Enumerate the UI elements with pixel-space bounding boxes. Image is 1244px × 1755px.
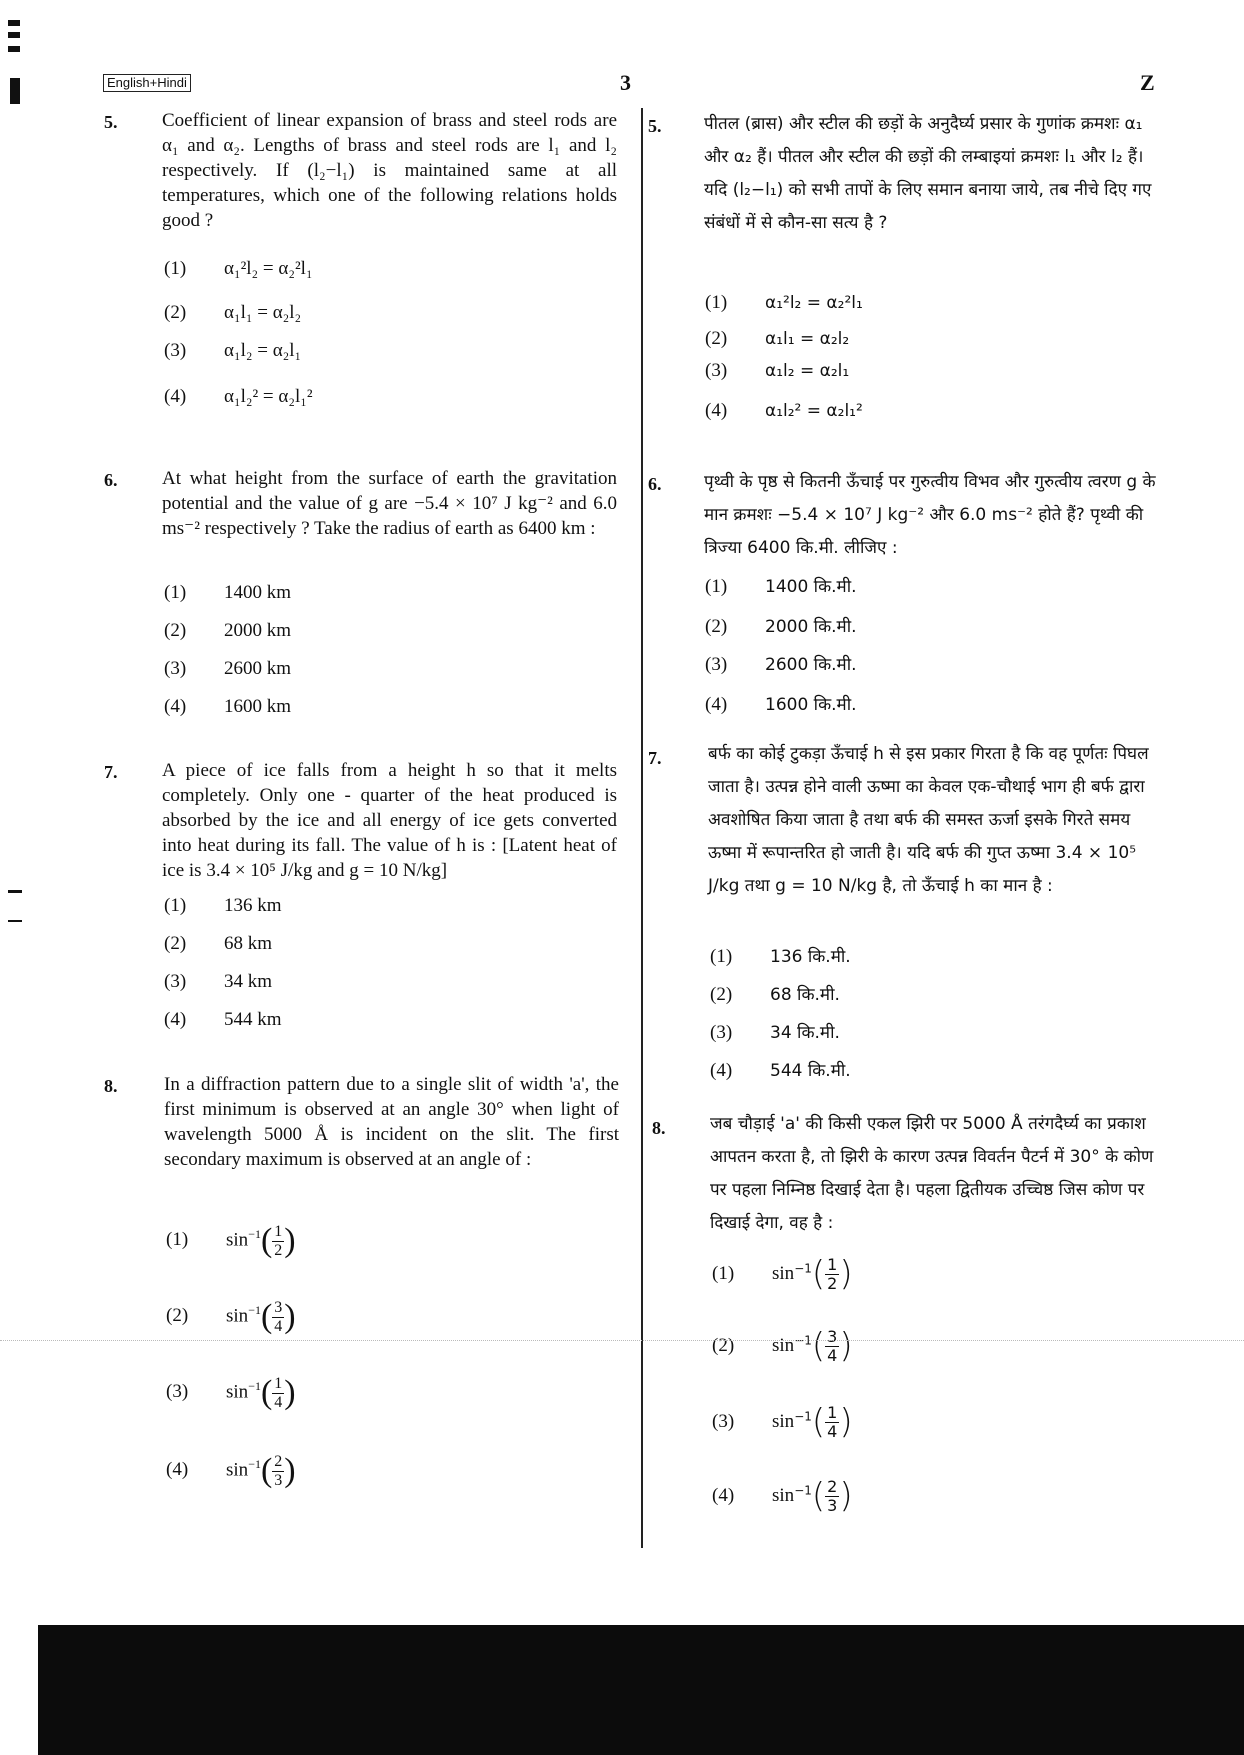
q8-text-hi: जब चौड़ाई 'a' की किसी एकल झिरी पर 5000 Å तरंगदैर्घ्य का प्रकाश आपतन करता है, तो झिरी के कारण उत्पन्न विवर्तन पैटर्न में 30° के कोण पर पहला निम्निष्ठ दिखाई देता है। पहला द्वितीयक उच्चिष्ठ जिस कोण पर दिखाई देगा, वह है : bbox=[710, 1114, 1154, 1233]
q5-option-1-en: (1) α₁²l₂ = α₂²l₁ bbox=[164, 258, 313, 279]
q5-option-2-en: (2) α₁l₁ = α₂l₂ bbox=[164, 302, 302, 323]
q6-option-3-en: (3) 2600 km bbox=[164, 658, 292, 679]
scan-footer-band bbox=[38, 1625, 1244, 1755]
q8-option-2-hi: (2) $\sin^{-1}$( $\frac{3}{4}$ ) bbox=[712, 1326, 853, 1366]
series-code: Z bbox=[1140, 70, 1155, 95]
q6-option-2-en: (2) 2000 km bbox=[164, 620, 292, 641]
q6-text-hi: पृथ्वी के पृष्ठ से कितनी ऊँचाई पर गुरुत्वीय विभव और गुरुत्वीय त्वरण g के मान क्रमशः −5.4 × 10⁷ J kg⁻² और 6.0 ms⁻² होते हैं? पृथ्वी की त्रिज्या 6400 कि.मी. लीजिए : bbox=[704, 472, 1156, 558]
q6-option-1-hi: (1) 1400 कि.मी. bbox=[705, 576, 857, 597]
page-number: 3 bbox=[620, 70, 631, 95]
q5-text-hi: पीतल (ब्रास) और स्टील की छड़ों के अनुदैर्घ्य प्रसार के गुणांक क्रमशः α₁ और α₂ हैं। पीतल और स्टील की छड़ों की लम्बाइयां क्रमशः l₁ और l₂ हैं। यदि (l₂−l₁) को सभी तापों के लिए समान बनाया जाये, तब नीचे दिए गए संबंधों में से कौन-सा सत्य है ? bbox=[704, 114, 1152, 233]
q5-option-4-en: (4) α₁l₂² = α₂l₁² bbox=[164, 386, 313, 407]
q8-number-en: 8. bbox=[104, 1076, 118, 1096]
language-badge: English+Hindi bbox=[103, 74, 191, 92]
q5-option-3-en: (3) α₁l₂ = α₂l₁ bbox=[164, 340, 302, 361]
q7-number-hi: 7. bbox=[648, 748, 662, 768]
q5-number-en: 5. bbox=[104, 112, 118, 132]
q7-option-4-hi: (4) 544 कि.मी. bbox=[710, 1060, 851, 1081]
q7-text-en: A piece of ice falls from a height h so that it melts completely. Only one - quarter of the heat produced is absorbed by the ice and all energy of ice gets converted into heat during its fall. The value of h is : [Latent heat of ice is 3.4 × 10⁵ J/kg and g = 10 N/kg] bbox=[162, 760, 617, 881]
q7-option-2-hi: (2) 68 कि.मी. bbox=[710, 984, 840, 1005]
q7-option-4-en: (4) 544 km bbox=[164, 1009, 282, 1030]
q7-option-2-en: (2) 68 km bbox=[164, 933, 273, 954]
q7-option-1-en: (1) 136 km bbox=[164, 895, 282, 916]
q6-option-4-en: (4) 1600 km bbox=[164, 696, 292, 717]
q8-text-en: In a diffraction pattern due to a single slit of width 'a', the first minimum is observed at an angle 30° when light of wavelength 5000 Å is incident on the slit. The first secondary maximum is observed at an angle of : bbox=[164, 1074, 619, 1170]
q6-number-hi: 6. bbox=[648, 474, 662, 494]
q8-option-2-en: (2) $\sin^{-1}$( $\frac{3}{4}$ ) bbox=[166, 1298, 296, 1335]
q8-option-1-hi: (1) $\sin^{-1}$( $\frac{1}{2}$ ) bbox=[712, 1254, 853, 1294]
q8-option-3-en: (3) $\sin^{-1}$( $\frac{1}{4}$ ) bbox=[166, 1374, 296, 1411]
q6-option-1-en: (1) 1400 km bbox=[164, 582, 292, 603]
q5-text-en: Coefficient of linear expansion of brass and steel rods are α₁ and α₂. Lengths of brass and steel rods are l₁ and l₂ respectively. If (l₂−l₁) is maintained same at all temperatures, which one of the following relations holds good ? bbox=[162, 110, 617, 231]
q8-option-4-hi: (4) $\sin^{-1}$( $\frac{2}{3}$ ) bbox=[712, 1476, 853, 1516]
q5-option-4-hi: (4) α₁l₂² = α₂l₁² bbox=[705, 400, 863, 421]
scan-dotted-line bbox=[0, 1340, 1244, 1341]
q7-text-hi: बर्फ का कोई टुकड़ा ऊँचाई h से इस प्रकार गिरता है कि वह पूर्णतः पिघल जाता है। उत्पन्न होने वाली ऊष्मा का केवल एक-चौथाई भाग ही बर्फ द्वारा अवशोषित किया जाता है तथा बर्फ की समस्त ऊर्जा इसके गिरते समय ऊष्मा में रूपान्तरित हो जाती है। यदि बर्फ की गुप्त ऊष्मा 3.4 × 10⁵ J/kg तथा g = 10 N/kg है, तो ऊँचाई h का मान है : bbox=[708, 744, 1149, 896]
q5-number-hi: 5. bbox=[648, 116, 662, 136]
q7-option-3-en: (3) 34 km bbox=[164, 971, 273, 992]
q6-option-4-hi: (4) 1600 कि.मी. bbox=[705, 694, 857, 715]
q6-text-en: At what height from the surface of earth the gravitation potential and the value of g are −5.4 × 10⁷ J kg⁻² and 6.0 ms⁻² respectively ? Take the radius of earth as 6400 km : bbox=[162, 468, 617, 539]
q7-option-3-hi: (3) 34 कि.मी. bbox=[710, 1022, 840, 1043]
q8-number-hi: 8. bbox=[652, 1118, 666, 1138]
q6-number-en: 6. bbox=[104, 470, 118, 490]
q7-option-1-hi: (1) 136 कि.मी. bbox=[710, 946, 851, 967]
q8-option-3-hi: (3) $\sin^{-1}$( $\frac{1}{4}$ ) bbox=[712, 1402, 853, 1442]
q6-option-2-hi: (2) 2000 कि.मी. bbox=[705, 616, 857, 637]
q8-option-1-en: (1) $\sin^{-1}$( $\frac{1}{2}$ ) bbox=[166, 1222, 296, 1259]
q6-option-3-hi: (3) 2600 कि.मी. bbox=[705, 654, 857, 675]
q5-option-3-hi: (3) α₁l₂ = α₂l₁ bbox=[705, 360, 850, 381]
q5-option-2-hi: (2) α₁l₁ = α₂l₂ bbox=[705, 328, 850, 349]
q7-number-en: 7. bbox=[104, 762, 118, 782]
column-divider bbox=[641, 108, 643, 1548]
q5-option-1-hi: (1) α₁²l₂ = α₂²l₁ bbox=[705, 292, 863, 313]
q8-option-4-en: (4) $\sin^{-1}$( $\frac{2}{3}$ ) bbox=[166, 1452, 296, 1489]
